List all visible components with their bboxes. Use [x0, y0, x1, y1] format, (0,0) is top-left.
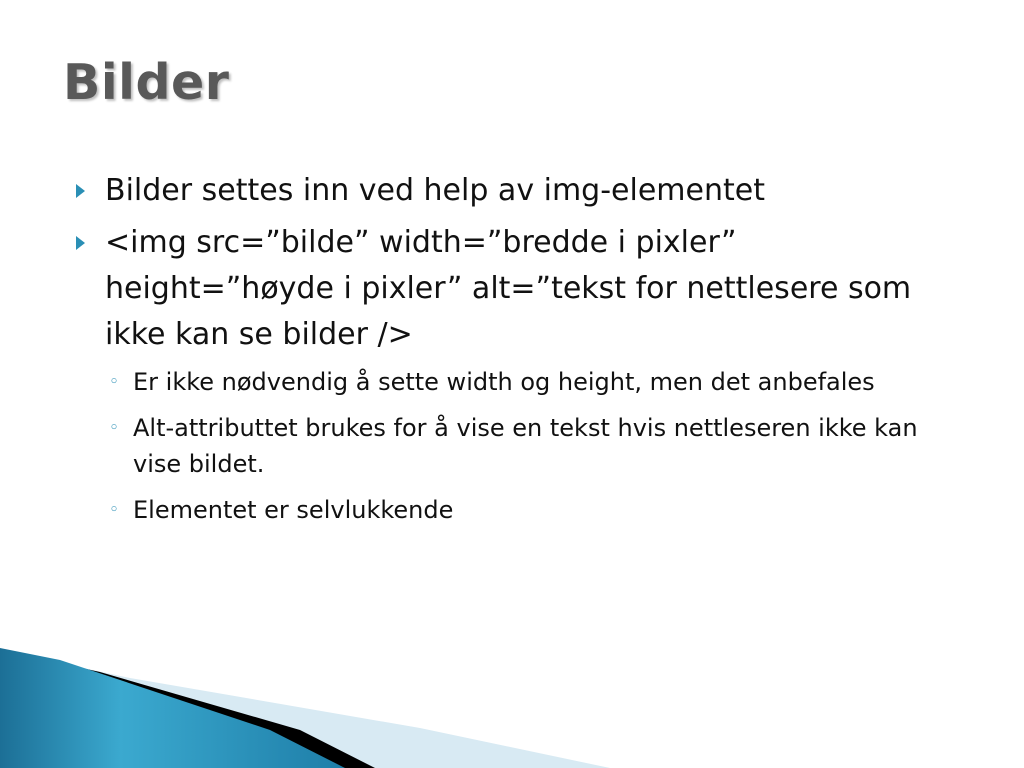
sub-bullet-text: Er ikke nødvendig å sette width og height, men det anbefales [133, 368, 875, 396]
sub-bullet-text: Alt-attributtet brukes for å vise en tekst hvis nettleseren ikke kan vise bildet. [133, 414, 918, 478]
slide-title: Bilder [63, 54, 230, 111]
bullet-text: <img src=”bilde” width=”bredde i pixler” height=”høyde i pixler” alt=”tekst for nettlesere som ikke kan se bilder /> [105, 225, 912, 352]
sub-bullet-text: Elementet er selvlukkende [133, 496, 454, 524]
bullet-text: Bilder settes inn ved help av img-elementet [105, 173, 765, 208]
hollow-circle-icon: ◦ [109, 372, 120, 392]
hollow-circle-icon: ◦ [109, 500, 120, 520]
hollow-circle-icon: ◦ [109, 418, 120, 438]
